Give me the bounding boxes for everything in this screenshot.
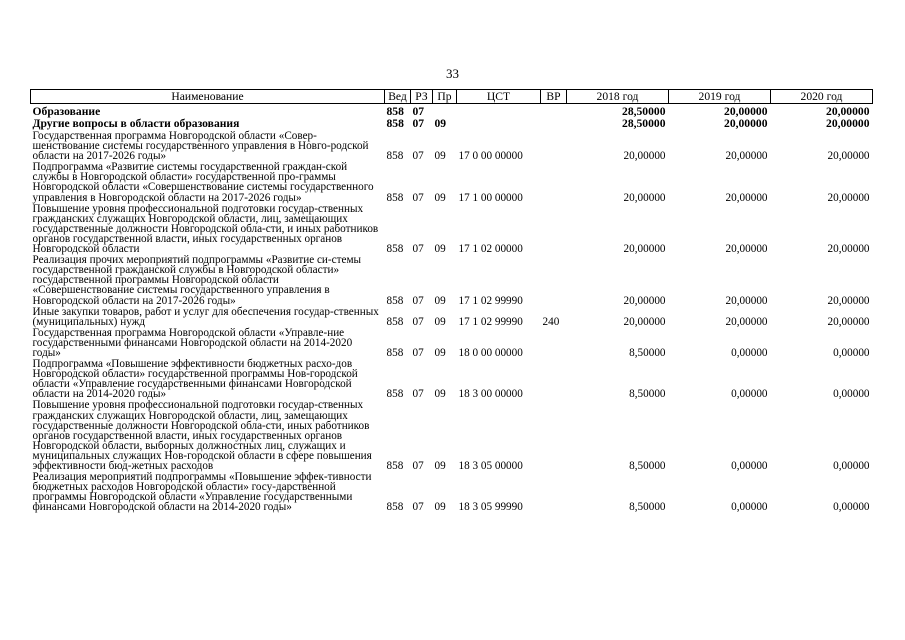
row-cst (457, 104, 541, 119)
row-2020: 20,00000 (826, 117, 870, 130)
row-pr (433, 104, 457, 119)
row-2018: 20,00000 (623, 294, 666, 307)
row-2019: 20,00000 (725, 191, 768, 204)
row-pr: 09 (434, 191, 446, 204)
row-ved: 858 (386, 460, 404, 472)
header-rz: РЗ (411, 90, 433, 104)
row-name: Подпрограмма «Повышение эффективности бюджетных расхо-дов Новгородской области» государственной программы Нов-городской области «Управление государственными финансами Новгородской области на 2014-2020 годы» (32, 358, 358, 401)
row-cst: 17 0 00 00000 (458, 150, 523, 163)
row-2020: 20,00000 (827, 191, 870, 204)
row-ved: 858 (386, 150, 404, 163)
row-pr: 09 (434, 150, 446, 163)
page-number: 33 (446, 66, 459, 81)
row-ved: 858 (386, 191, 404, 204)
header-cst: ЦСТ (457, 90, 541, 104)
header-pr: Пр (433, 90, 457, 104)
row-pr: 09 (434, 117, 447, 130)
row-vr (541, 130, 567, 161)
row-rz: 07 (412, 243, 424, 256)
row-pr: 09 (434, 243, 446, 256)
row-pr: 09 (434, 388, 446, 401)
row-ved: 858 (386, 346, 404, 359)
row-vr (541, 471, 567, 512)
table-row (31, 471, 873, 512)
row-vr (541, 118, 567, 130)
row-2018: 8,50000 (629, 388, 666, 401)
row-ved: 858 (386, 117, 404, 130)
table-row (31, 306, 873, 327)
row-name: Реализация прочих мероприятий подпрограммы «Развитие си-стемы государственной гражданской службы в Новгородской области» государственной программы Новгородской области «Совершенствование системы государственного управления в Новгородской области на 2017-2026 годы» (32, 254, 362, 307)
row-2020: 0,00000 (833, 460, 870, 472)
row-2020: 0,00000 (833, 501, 870, 514)
row-cst: 18 3 00 00000 (458, 388, 523, 401)
row-cst: 18 0 00 00000 (458, 346, 523, 359)
row-2020: 20,00000 (827, 150, 870, 163)
row-cst: 18 3 05 99990 (458, 501, 523, 514)
row-name: Иные закупки товаров, работ и услуг для обеспечения государ-ственных (муниципальных) нужд (32, 305, 379, 328)
row-name: Образование (32, 105, 101, 118)
row-vr (541, 399, 567, 471)
row-rz: 07 (412, 294, 424, 307)
row-rz: 07 (412, 501, 424, 514)
row-2018: 8,50000 (629, 346, 666, 359)
row-pr: 09 (434, 315, 446, 328)
row-name: Государственная программа Новгородской области «Управле-ние государственными финансами Новгородской области на 2014-2020 годы» (32, 326, 353, 359)
header-2018: 2018 год (567, 90, 669, 104)
table-row (31, 161, 873, 202)
row-rz: 07 (412, 346, 424, 359)
row-cst: 17 1 00 00000 (458, 191, 523, 204)
row-2018: 20,00000 (623, 243, 666, 256)
row-pr: 09 (434, 346, 446, 359)
row-2020: 20,00000 (827, 315, 870, 328)
row-rz: 07 (412, 315, 424, 328)
row-2020: 20,00000 (826, 105, 870, 118)
row-2019: 0,00000 (731, 460, 768, 472)
table-row (31, 254, 873, 305)
row-ved: 858 (386, 501, 404, 514)
row-vr (541, 104, 567, 119)
row-2018: 20,00000 (623, 315, 666, 328)
budget-table (30, 89, 873, 512)
row-2019: 0,00000 (731, 388, 768, 401)
row-ved: 858 (386, 388, 404, 401)
row-cst: 17 1 02 00000 (458, 243, 523, 256)
row-2019: 20,00000 (724, 105, 768, 118)
row-2018: 8,50000 (629, 460, 666, 472)
row-vr: 240 (542, 315, 560, 328)
row-2019: 20,00000 (725, 294, 768, 307)
row-2019: 20,00000 (724, 117, 768, 130)
table-row (31, 118, 873, 130)
header-2019: 2019 год (669, 90, 771, 104)
table-header-row (31, 90, 873, 104)
row-2019: 20,00000 (725, 315, 768, 328)
row-name: Подпрограмма «Развитие системы государственной граждан-ской службы в Новгородской области» государственной про-граммы Новгородской области «Совершенствование системы государственного управления в Новгородской области на 2017-2026 годы» (32, 161, 374, 204)
table-row (31, 130, 873, 161)
row-rz: 07 (412, 191, 424, 204)
row-name: Другие вопросы в области образования (32, 117, 240, 130)
row-name: Реализация мероприятий подпрограммы «Повышение эффек-тивности бюджетных расходов Новгородской области» госу-дарственной программы Новгородской области «Управление государственными финансами Новгородской области на 2014-2020 годы» (32, 471, 372, 514)
row-2018: 20,00000 (623, 191, 666, 204)
header-2020: 2020 год (771, 90, 873, 104)
row-2018: 20,00000 (623, 150, 666, 163)
row-name: Повышение уровня профессиональной подготовки государ-ственных гражданских служащих Новгородской области, лиц, замещающих государственные должности Новгородской обла-сти, и иных работников органов государственной власти, иных государственных органов Новгородской области (32, 202, 379, 256)
row-2020: 20,00000 (827, 243, 870, 256)
header-name: Наименование (31, 90, 385, 104)
row-rz: 07 (412, 388, 424, 401)
row-2018: 28,50000 (622, 117, 666, 130)
row-rz: 07 (412, 117, 425, 130)
row-cst: 18 3 05 00000 (458, 460, 523, 472)
row-rz: 07 (412, 460, 424, 472)
row-2018: 28,50000 (622, 105, 666, 118)
row-vr (541, 327, 567, 358)
row-2020: 0,00000 (833, 388, 870, 401)
row-cst (457, 118, 541, 130)
row-vr (541, 161, 567, 202)
row-cst: 17 1 02 99990 (458, 294, 523, 307)
header-ved: Вед (385, 90, 411, 104)
header-vr: ВР (541, 90, 567, 104)
row-vr (541, 203, 567, 254)
row-ved: 858 (386, 243, 404, 256)
row-name: Государственная программа Новгородской области «Совер-шенствование системы государственного управления в Новго-родской области на 2017-2026 годы» (32, 130, 369, 163)
row-vr (541, 358, 567, 399)
row-cst: 17 1 02 99990 (458, 315, 523, 328)
row-ved: 858 (386, 315, 404, 328)
row-2019: 0,00000 (731, 346, 768, 359)
row-2020: 20,00000 (827, 294, 870, 307)
row-rz: 07 (412, 150, 424, 163)
row-name: Повышение уровня профессиональной подготовки государ-ственных гражданских служащих Новгородской области, лиц, замещающих государственные должности Новгородской обла-сти, иных работников органов государственной власти, иных государственных органов Новгородской области, выборных должностных лиц, служащих и муниципальных служащих Нов-городской области в сфере повышения эффективности бюд-жетных расходов (32, 399, 372, 472)
row-vr (541, 254, 567, 305)
table-row (31, 104, 873, 119)
table-row (31, 327, 873, 358)
row-2019: 20,00000 (725, 150, 768, 163)
row-2020: 0,00000 (833, 346, 870, 359)
row-2018: 8,50000 (629, 501, 666, 514)
row-ved: 858 (386, 294, 404, 307)
row-2019: 20,00000 (725, 243, 768, 256)
row-2019: 0,00000 (731, 501, 768, 514)
row-pr: 09 (434, 501, 446, 514)
row-ved: 858 (386, 105, 404, 118)
table-row (31, 203, 873, 254)
row-pr: 09 (434, 460, 446, 472)
row-pr: 09 (434, 294, 446, 307)
table-row (31, 399, 873, 471)
table-row (31, 358, 873, 399)
row-rz: 07 (412, 105, 425, 118)
